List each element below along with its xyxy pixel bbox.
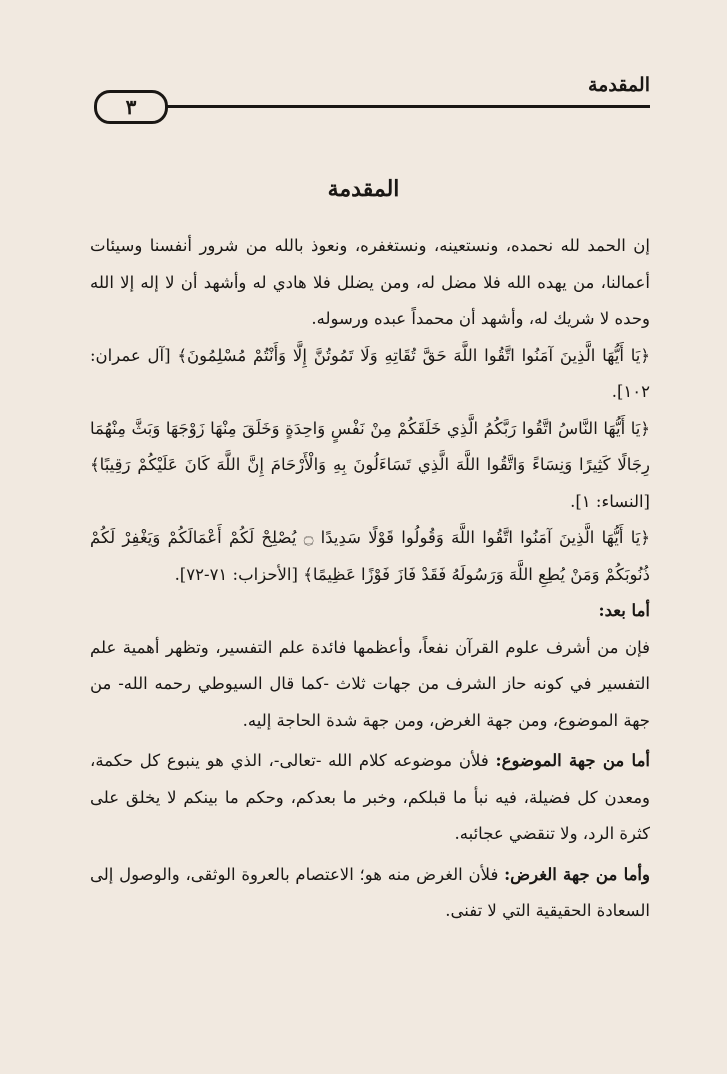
body-text (90, 228, 650, 930)
quran-verse-1: ﴿يَا أَيُّهَا الَّذِينَ آمَنُوا اتَّقُوا اللَّهَ حَقَّ تُقَاتِهِ وَلَا تَمُوتُنَّ إِلَّا وَأَنْتُمْ مُسْلِمُونَ﴾ [آل عمران: ١٠٢]. (90, 345, 650, 401)
quran-verse-2: ﴿يَا أَيُّهَا النَّاسُ اتَّقُوا رَبَّكُمُ الَّذِي خَلَقَكُمْ مِنْ نَفْسٍ وَاحِدَةٍ وَخَلَقَ مِنْهَا زَوْجَهَا وَبَثَّ مِنْهُمَا رِجَالًا كَثِيرًا وَنِسَاءً وَاتَّقُوا اللَّهَ الَّذِي تَسَاءَلُونَ بِهِ وَالْأَرْحَامَ إِنَّ اللَّهَ كَانَ عَلَيْكُمْ رَقِيبًا﴾ [النساء: ١]. (90, 418, 650, 511)
amma-bad-heading: أما بعد: (598, 601, 650, 620)
tafsir-importance-paragraph: فإن من أشرف علوم القرآن نفعاً، وأعظمها فائدة علم التفسير، وتظهر أهمية علم التفسير في كونه حاز الشرف من جهات ثلاث -كما قال السيوطي رحمه الله- من جهة الموضوع، ومن جهة الغرض، ومن جهة شدة الحاجة إليه. (90, 637, 650, 730)
running-title: المقدمة (587, 74, 650, 96)
page-header (94, 74, 650, 120)
opening-paragraph: إن الحمد لله نحمده، ونستعينه، ونستغفره، ونعوذ بالله من شرور أنفسنا وسيئات أعمالنا، من يهده الله فلا مضل له، ومن يضلل فلا هادي له وأشهد أن لا إله إلا الله وحده لا شريك له، وأشهد أن محمداً عبده ورسوله. (90, 236, 650, 328)
purpose-paragraph (90, 857, 650, 930)
page-number: ٣ (94, 90, 168, 124)
quran-verse-3: ﴿يَا أَيُّهَا الَّذِينَ آمَنُوا اتَّقُوا اللَّهَ وَقُولُوا قَوْلًا سَدِيدًا ۝ يُصْلِحْ لَكُمْ أَعْمَالَكُمْ وَيَغْفِرْ لَكُمْ ذُنُوبَكُمْ وَمَنْ يُطِعِ اللَّهَ وَرَسُولَهُ فَقَدْ فَازَ فَوْزًا عَظِيمًا﴾ [الأحزاب: ٧١-٧٢]. (90, 528, 650, 584)
header-rule (154, 105, 650, 108)
section-heading: المقدمة (327, 176, 400, 202)
purpose-text: فلأن الغرض منه هو؛ الاعتصام بالعروة الوثقى، والوصول إلى السعادة الحقيقية التي لا تفنى. (90, 864, 650, 920)
subject-text: فلأن موضوعه كلام الله -تعالى-، الذي هو ينبوع كل حكمة، ومعدن كل فضيلة، فيه نبأ ما قبلكم، وخبر ما بعدكم، وحكم ما بينكم لا يخلق على كثرة الرد، ولا تنقضي عجائبه. (90, 751, 650, 843)
purpose-label: وأما من جهة الغرض: (504, 864, 650, 884)
subject-label: أما من جهة الموضوع: (495, 751, 650, 770)
subject-paragraph (90, 743, 650, 853)
